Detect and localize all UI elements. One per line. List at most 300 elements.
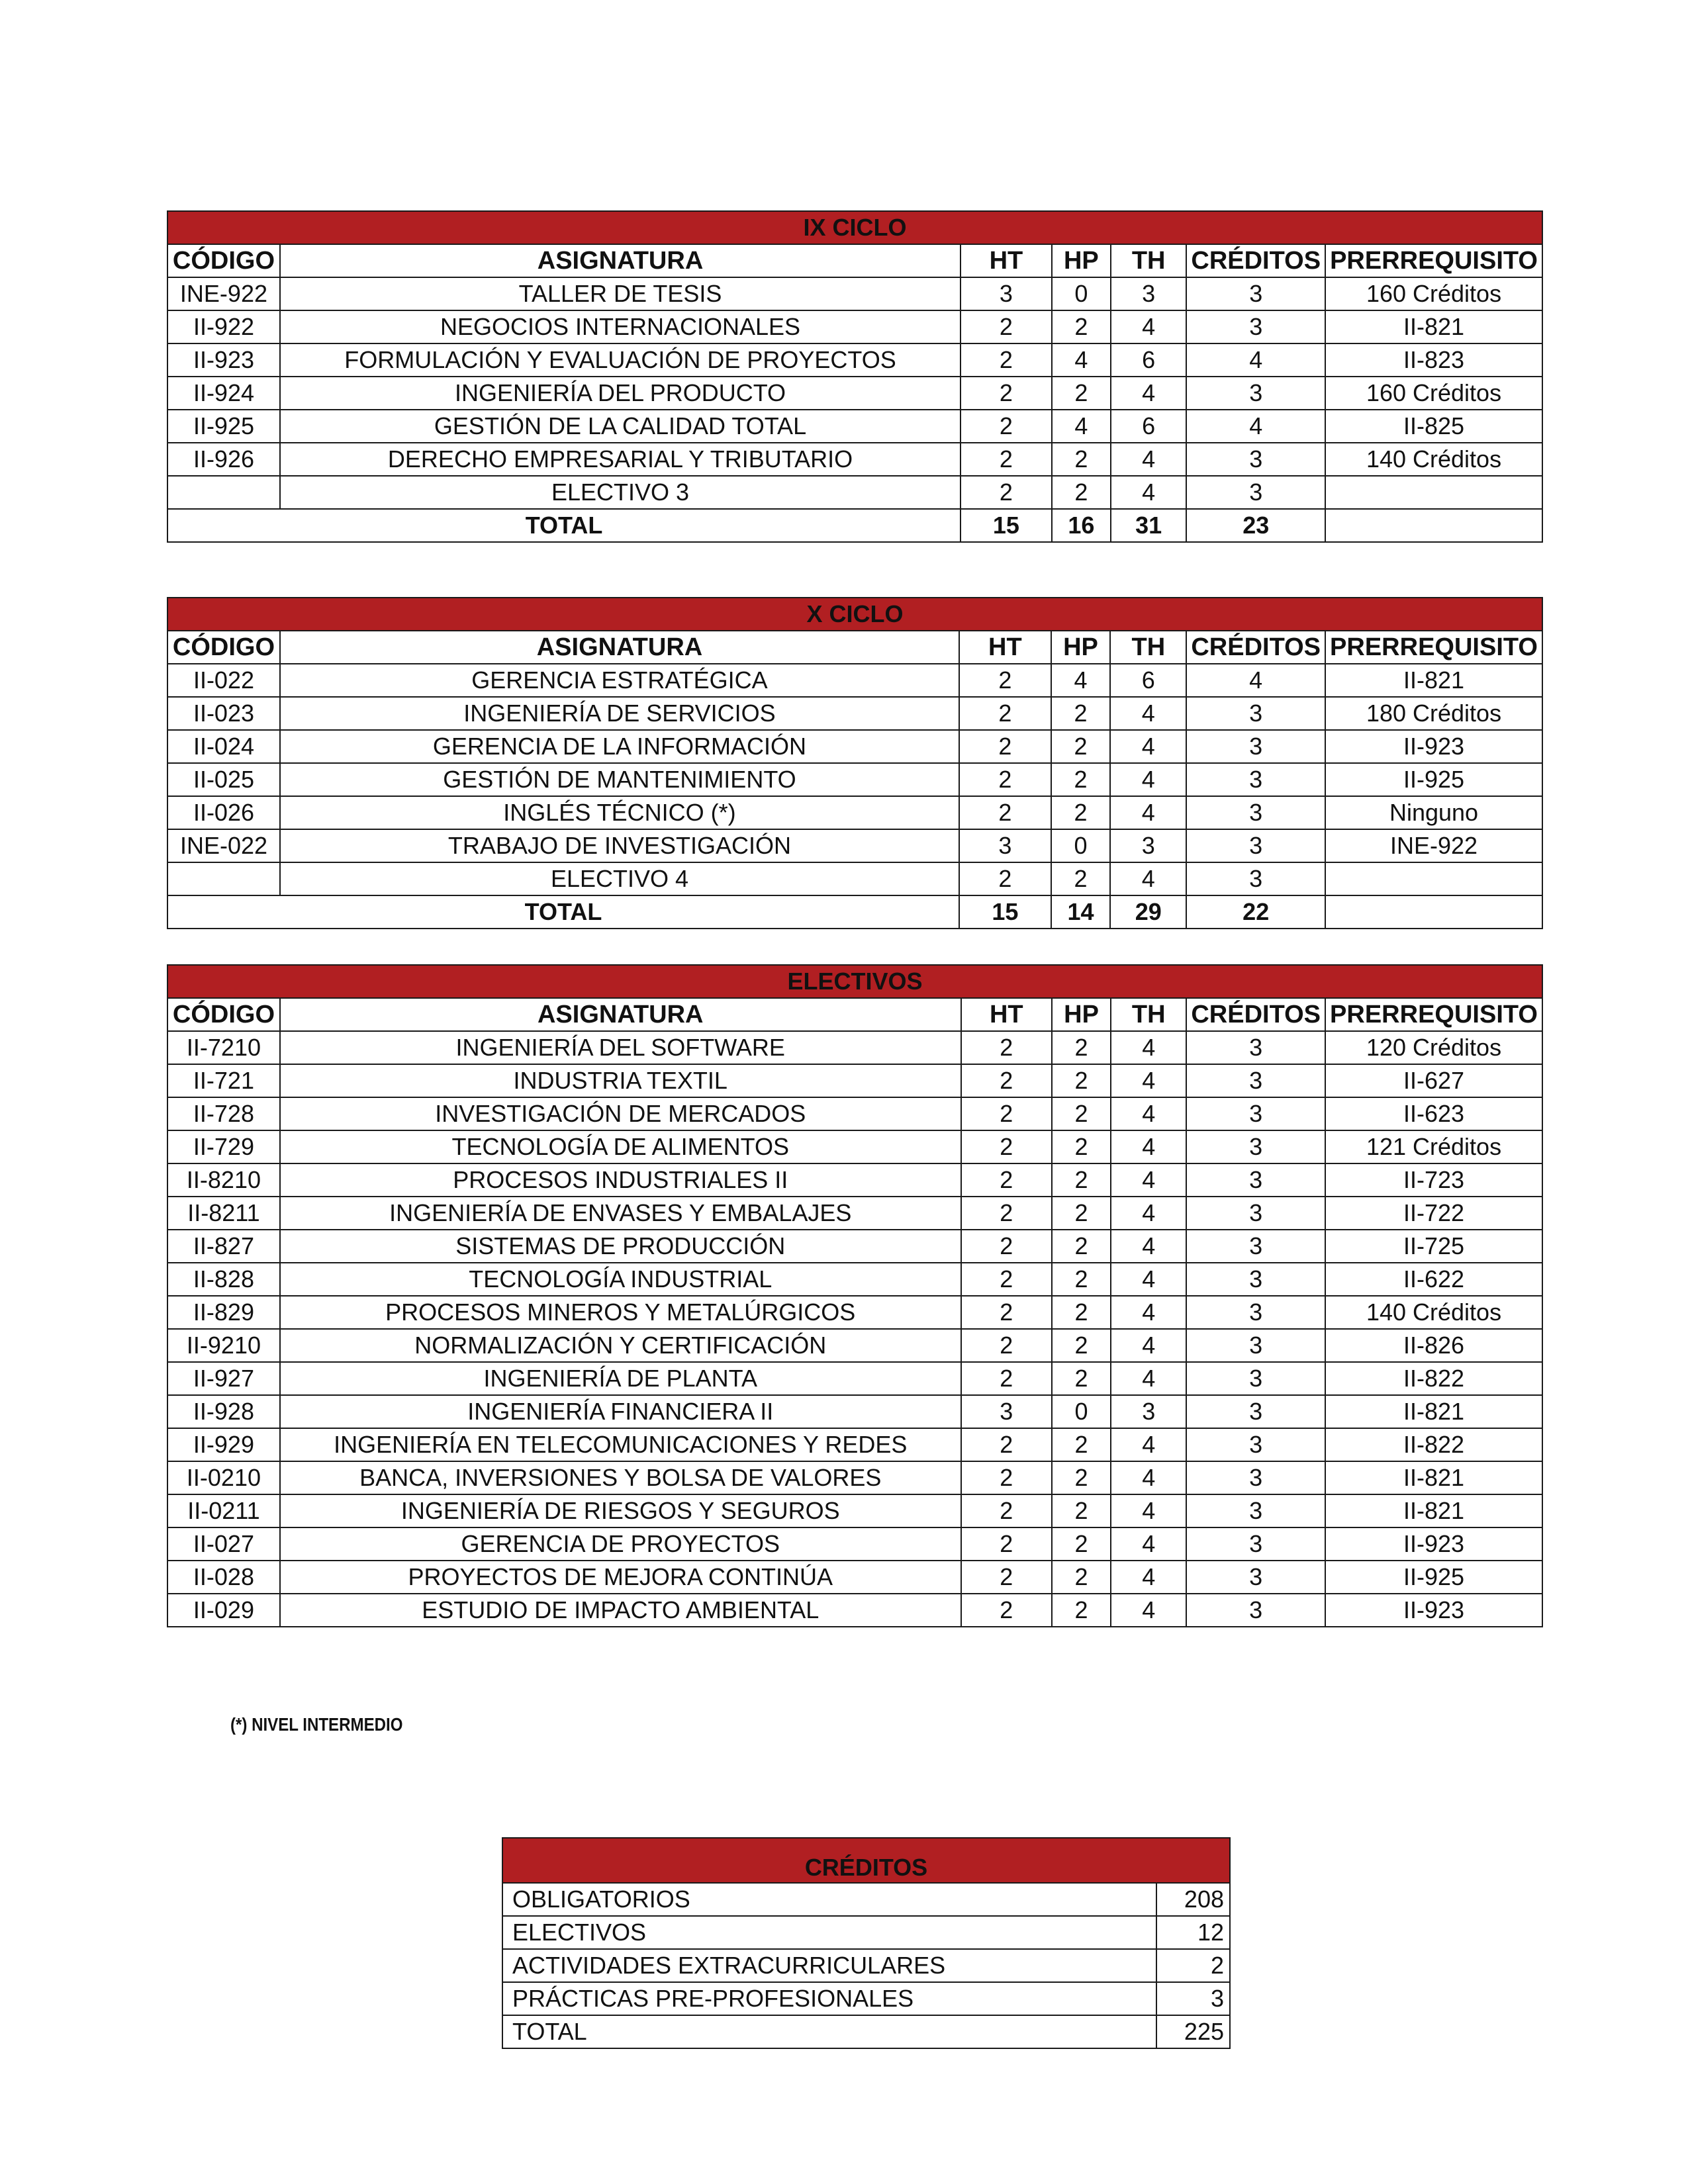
th-cell: 4 bbox=[1111, 1329, 1186, 1362]
hp-cell: 2 bbox=[1052, 1031, 1111, 1064]
creditos-summary-table bbox=[502, 1837, 1231, 2049]
total-label: TOTAL bbox=[167, 509, 961, 542]
prerrequisito-cell bbox=[1325, 476, 1542, 509]
ht-cell: 3 bbox=[961, 1395, 1052, 1428]
table-row bbox=[167, 476, 1542, 509]
codigo-cell: II-927 bbox=[167, 1362, 280, 1395]
th-cell: 4 bbox=[1111, 476, 1186, 509]
table-title: IX CICLO bbox=[167, 211, 1542, 244]
summary-row bbox=[502, 1982, 1230, 2015]
footnote: (*) NIVEL INTERMEDIO bbox=[230, 1714, 403, 1735]
hp-cell: 2 bbox=[1052, 1197, 1111, 1230]
summary-row bbox=[502, 1883, 1230, 1916]
table-row bbox=[167, 1097, 1542, 1130]
codigo-cell: II-027 bbox=[167, 1527, 280, 1561]
table-row bbox=[167, 1594, 1542, 1627]
total-ht: 15 bbox=[959, 895, 1051, 929]
ix-ciclo-table bbox=[167, 210, 1543, 543]
column-header: CÓDIGO bbox=[167, 998, 280, 1031]
total-hp: 14 bbox=[1051, 895, 1111, 929]
hp-cell: 2 bbox=[1051, 730, 1111, 763]
th-cell: 4 bbox=[1110, 697, 1186, 730]
ht-cell: 2 bbox=[961, 1329, 1052, 1362]
table-row bbox=[167, 1395, 1542, 1428]
summary-value: 12 bbox=[1156, 1916, 1230, 1949]
creditos-cell: 3 bbox=[1186, 1064, 1325, 1097]
prerrequisito-cell: II-826 bbox=[1325, 1329, 1542, 1362]
table-row bbox=[167, 277, 1542, 310]
hp-cell: 2 bbox=[1052, 1494, 1111, 1527]
ht-cell: 2 bbox=[961, 1163, 1052, 1197]
empty-cell bbox=[1325, 895, 1542, 929]
codigo-cell: II-923 bbox=[167, 343, 280, 377]
asignatura-cell: GESTIÓN DE MANTENIMIENTO bbox=[280, 763, 959, 796]
creditos-cell: 3 bbox=[1186, 1163, 1325, 1197]
asignatura-cell: INGENIERÍA FINANCIERA II bbox=[280, 1395, 961, 1428]
asignatura-cell: FORMULACIÓN Y EVALUACIÓN DE PROYECTOS bbox=[280, 343, 961, 377]
hp-cell: 2 bbox=[1052, 476, 1111, 509]
th-cell: 3 bbox=[1111, 1395, 1186, 1428]
prerrequisito-cell: 120 Créditos bbox=[1325, 1031, 1542, 1064]
summary-value: 225 bbox=[1156, 2015, 1230, 2048]
column-header: HT bbox=[961, 998, 1052, 1031]
asignatura-cell: INGENIERÍA DE RIESGOS Y SEGUROS bbox=[280, 1494, 961, 1527]
table-row bbox=[167, 664, 1542, 697]
th-cell: 4 bbox=[1111, 1197, 1186, 1230]
table-row bbox=[167, 1263, 1542, 1296]
column-header: ASIGNATURA bbox=[280, 244, 961, 277]
th-cell: 4 bbox=[1110, 730, 1186, 763]
creditos-cell: 3 bbox=[1186, 1230, 1325, 1263]
ht-cell: 2 bbox=[961, 343, 1052, 377]
prerrequisito-cell: 160 Créditos bbox=[1325, 277, 1542, 310]
hp-cell: 2 bbox=[1052, 443, 1111, 476]
hp-cell: 2 bbox=[1052, 1296, 1111, 1329]
prerrequisito-cell: II-725 bbox=[1325, 1230, 1542, 1263]
hp-cell: 2 bbox=[1051, 796, 1111, 829]
prerrequisito-cell: II-825 bbox=[1325, 410, 1542, 443]
codigo-cell: II-029 bbox=[167, 1594, 280, 1627]
th-cell: 6 bbox=[1111, 343, 1186, 377]
asignatura-cell: INDUSTRIA TEXTIL bbox=[280, 1064, 961, 1097]
creditos-cell: 3 bbox=[1186, 1395, 1325, 1428]
ht-cell: 2 bbox=[961, 443, 1052, 476]
codigo-cell: II-924 bbox=[167, 377, 280, 410]
ht-cell: 2 bbox=[961, 476, 1052, 509]
column-header: CRÉDITOS bbox=[1186, 998, 1325, 1031]
table-body bbox=[167, 211, 1542, 542]
table-row bbox=[167, 310, 1542, 343]
table-row bbox=[167, 377, 1542, 410]
th-cell: 4 bbox=[1111, 1064, 1186, 1097]
asignatura-cell: TALLER DE TESIS bbox=[280, 277, 961, 310]
prerrequisito-cell: 140 Créditos bbox=[1325, 443, 1542, 476]
th-cell: 3 bbox=[1110, 829, 1186, 862]
th-cell: 4 bbox=[1110, 862, 1186, 895]
table-row bbox=[167, 796, 1542, 829]
column-header: PRERREQUISITO bbox=[1325, 631, 1542, 664]
table-row bbox=[167, 1130, 1542, 1163]
ht-cell: 2 bbox=[959, 862, 1051, 895]
codigo-cell: II-022 bbox=[167, 664, 280, 697]
table-row bbox=[167, 1064, 1542, 1097]
ht-cell: 2 bbox=[961, 1197, 1052, 1230]
asignatura-cell: ELECTIVO 4 bbox=[280, 862, 959, 895]
creditos-cell: 3 bbox=[1186, 1594, 1325, 1627]
summary-value: 2 bbox=[1156, 1949, 1230, 1982]
th-cell: 4 bbox=[1111, 443, 1186, 476]
hp-cell: 2 bbox=[1052, 1064, 1111, 1097]
th-cell: 4 bbox=[1111, 1130, 1186, 1163]
column-header: HT bbox=[959, 631, 1051, 664]
table-row bbox=[167, 1362, 1542, 1395]
th-cell: 4 bbox=[1111, 1296, 1186, 1329]
codigo-cell: II-828 bbox=[167, 1263, 280, 1296]
hp-cell: 2 bbox=[1052, 1130, 1111, 1163]
prerrequisito-cell: II-821 bbox=[1325, 310, 1542, 343]
ht-cell: 2 bbox=[961, 1064, 1052, 1097]
ht-cell: 2 bbox=[961, 410, 1052, 443]
prerrequisito-cell: II-925 bbox=[1325, 763, 1542, 796]
creditos-cell: 4 bbox=[1186, 664, 1325, 697]
prerrequisito-cell: INE-922 bbox=[1325, 829, 1542, 862]
asignatura-cell: GERENCIA ESTRATÉGICA bbox=[280, 664, 959, 697]
creditos-cell: 3 bbox=[1186, 310, 1325, 343]
th-cell: 4 bbox=[1111, 1561, 1186, 1594]
prerrequisito-cell: II-623 bbox=[1325, 1097, 1542, 1130]
th-cell: 4 bbox=[1111, 1362, 1186, 1395]
total-creditos: 22 bbox=[1186, 895, 1325, 929]
prerrequisito-cell: II-821 bbox=[1325, 1461, 1542, 1494]
total-th: 31 bbox=[1111, 509, 1186, 542]
creditos-cell: 3 bbox=[1186, 377, 1325, 410]
codigo-cell: II-926 bbox=[167, 443, 280, 476]
asignatura-cell: ESTUDIO DE IMPACTO AMBIENTAL bbox=[280, 1594, 961, 1627]
prerrequisito-cell: II-923 bbox=[1325, 1594, 1542, 1627]
creditos-cell: 3 bbox=[1186, 862, 1325, 895]
prerrequisito-cell: 121 Créditos bbox=[1325, 1130, 1542, 1163]
codigo-cell: INE-022 bbox=[167, 829, 280, 862]
column-header: HP bbox=[1052, 244, 1111, 277]
asignatura-cell: GESTIÓN DE LA CALIDAD TOTAL bbox=[280, 410, 961, 443]
codigo-cell: II-028 bbox=[167, 1561, 280, 1594]
ht-cell: 2 bbox=[961, 1561, 1052, 1594]
x-ciclo-table bbox=[167, 597, 1543, 929]
hp-cell: 2 bbox=[1052, 1461, 1111, 1494]
hp-cell: 0 bbox=[1051, 829, 1111, 862]
prerrequisito-cell: II-925 bbox=[1325, 1561, 1542, 1594]
codigo-cell: II-9210 bbox=[167, 1329, 280, 1362]
th-cell: 3 bbox=[1111, 277, 1186, 310]
asignatura-cell: DERECHO EMPRESARIAL Y TRIBUTARIO bbox=[280, 443, 961, 476]
hp-cell: 2 bbox=[1052, 1097, 1111, 1130]
codigo-cell: II-925 bbox=[167, 410, 280, 443]
hp-cell: 2 bbox=[1052, 1561, 1111, 1594]
codigo-cell: II-8211 bbox=[167, 1197, 280, 1230]
creditos-cell: 3 bbox=[1186, 443, 1325, 476]
summary-label: PRÁCTICAS PRE-PROFESIONALES bbox=[502, 1982, 1156, 2015]
codigo-cell: II-928 bbox=[167, 1395, 280, 1428]
summary-row bbox=[502, 1916, 1230, 1949]
summary-value: 208 bbox=[1156, 1883, 1230, 1916]
column-header: ASIGNATURA bbox=[280, 998, 961, 1031]
th-cell: 4 bbox=[1111, 1163, 1186, 1197]
column-header: TH bbox=[1111, 244, 1186, 277]
table-row bbox=[167, 763, 1542, 796]
th-cell: 4 bbox=[1111, 310, 1186, 343]
prerrequisito-cell: Ninguno bbox=[1325, 796, 1542, 829]
total-creditos: 23 bbox=[1186, 509, 1325, 542]
hp-cell: 4 bbox=[1052, 410, 1111, 443]
codigo-cell bbox=[167, 862, 280, 895]
creditos-cell: 3 bbox=[1186, 1197, 1325, 1230]
table-row bbox=[167, 1428, 1542, 1461]
table-row bbox=[167, 1163, 1542, 1197]
asignatura-cell: INGLÉS TÉCNICO (*) bbox=[280, 796, 959, 829]
hp-cell: 2 bbox=[1051, 763, 1111, 796]
summary-label: OBLIGATORIOS bbox=[502, 1883, 1156, 1916]
prerrequisito-cell: II-821 bbox=[1325, 1494, 1542, 1527]
column-header: HT bbox=[961, 244, 1052, 277]
th-cell: 4 bbox=[1111, 1594, 1186, 1627]
hp-cell: 2 bbox=[1052, 310, 1111, 343]
creditos-cell: 3 bbox=[1186, 1031, 1325, 1064]
table-row bbox=[167, 1461, 1542, 1494]
table-row bbox=[167, 1561, 1542, 1594]
table-row bbox=[167, 343, 1542, 377]
prerrequisito-cell: II-822 bbox=[1325, 1428, 1542, 1461]
hp-cell: 2 bbox=[1051, 697, 1111, 730]
creditos-cell: 3 bbox=[1186, 763, 1325, 796]
prerrequisito-cell: II-722 bbox=[1325, 1197, 1542, 1230]
codigo-cell: II-829 bbox=[167, 1296, 280, 1329]
creditos-cell: 3 bbox=[1186, 796, 1325, 829]
creditos-cell: 3 bbox=[1186, 1527, 1325, 1561]
codigo-cell: II-8210 bbox=[167, 1163, 280, 1197]
table-title: X CICLO bbox=[167, 598, 1542, 631]
column-header: CRÉDITOS bbox=[1186, 631, 1325, 664]
codigo-cell: II-023 bbox=[167, 697, 280, 730]
prerrequisito-cell: 180 Créditos bbox=[1325, 697, 1542, 730]
ht-cell: 2 bbox=[961, 1263, 1052, 1296]
ht-cell: 2 bbox=[961, 377, 1052, 410]
table-row bbox=[167, 730, 1542, 763]
asignatura-cell: INVESTIGACIÓN DE MERCADOS bbox=[280, 1097, 961, 1130]
table-row bbox=[167, 862, 1542, 895]
th-cell: 6 bbox=[1110, 664, 1186, 697]
prerrequisito-cell: II-822 bbox=[1325, 1362, 1542, 1395]
table-row bbox=[167, 410, 1542, 443]
th-cell: 4 bbox=[1110, 796, 1186, 829]
asignatura-cell: NEGOCIOS INTERNACIONALES bbox=[280, 310, 961, 343]
codigo-cell: II-922 bbox=[167, 310, 280, 343]
column-header: HP bbox=[1052, 998, 1111, 1031]
ht-cell: 2 bbox=[961, 1461, 1052, 1494]
column-header: CÓDIGO bbox=[167, 244, 280, 277]
th-cell: 6 bbox=[1111, 410, 1186, 443]
th-cell: 4 bbox=[1111, 1428, 1186, 1461]
table-row bbox=[167, 1296, 1542, 1329]
prerrequisito-cell: II-627 bbox=[1325, 1064, 1542, 1097]
total-label: TOTAL bbox=[167, 895, 959, 929]
ht-cell: 2 bbox=[961, 1097, 1052, 1130]
asignatura-cell: INGENIERÍA DEL PRODUCTO bbox=[280, 377, 961, 410]
summary-label: ELECTIVOS bbox=[502, 1916, 1156, 1949]
asignatura-cell: ELECTIVO 3 bbox=[280, 476, 961, 509]
table-row bbox=[167, 1329, 1542, 1362]
prerrequisito-cell: II-821 bbox=[1325, 1395, 1542, 1428]
codigo-cell: II-026 bbox=[167, 796, 280, 829]
asignatura-cell: PROYECTOS DE MEJORA CONTINÚA bbox=[280, 1561, 961, 1594]
th-cell: 4 bbox=[1111, 1263, 1186, 1296]
column-header: TH bbox=[1111, 998, 1186, 1031]
codigo-cell: INE-922 bbox=[167, 277, 280, 310]
column-header: TH bbox=[1110, 631, 1186, 664]
hp-cell: 2 bbox=[1052, 377, 1111, 410]
table-row bbox=[167, 1494, 1542, 1527]
prerrequisito-cell: 160 Créditos bbox=[1325, 377, 1542, 410]
creditos-cell: 3 bbox=[1186, 277, 1325, 310]
empty-cell bbox=[1325, 509, 1542, 542]
th-cell: 4 bbox=[1111, 1097, 1186, 1130]
summary-label: TOTAL bbox=[502, 2015, 1156, 2048]
table-title: ELECTIVOS bbox=[167, 965, 1542, 998]
ht-cell: 2 bbox=[961, 310, 1052, 343]
codigo-cell: II-929 bbox=[167, 1428, 280, 1461]
th-cell: 4 bbox=[1111, 1031, 1186, 1064]
electivos-table bbox=[167, 964, 1543, 1627]
asignatura-cell: TECNOLOGÍA INDUSTRIAL bbox=[280, 1263, 961, 1296]
creditos-cell: 4 bbox=[1186, 410, 1325, 443]
summary-row bbox=[502, 1949, 1230, 1982]
hp-cell: 4 bbox=[1052, 343, 1111, 377]
table-body bbox=[167, 598, 1542, 929]
asignatura-cell: SISTEMAS DE PRODUCCIÓN bbox=[280, 1230, 961, 1263]
asignatura-cell: INGENIERÍA DEL SOFTWARE bbox=[280, 1031, 961, 1064]
th-cell: 4 bbox=[1111, 1494, 1186, 1527]
prerrequisito-cell: II-923 bbox=[1325, 1527, 1542, 1561]
prerrequisito-cell bbox=[1325, 862, 1542, 895]
hp-cell: 2 bbox=[1052, 1362, 1111, 1395]
creditos-cell: 3 bbox=[1186, 1296, 1325, 1329]
codigo-cell: II-827 bbox=[167, 1230, 280, 1263]
column-header: CRÉDITOS bbox=[1186, 244, 1325, 277]
asignatura-cell: PROCESOS MINEROS Y METALÚRGICOS bbox=[280, 1296, 961, 1329]
ht-cell: 3 bbox=[959, 829, 1051, 862]
asignatura-cell: BANCA, INVERSIONES Y BOLSA DE VALORES bbox=[280, 1461, 961, 1494]
th-cell: 4 bbox=[1111, 1230, 1186, 1263]
table-body bbox=[502, 1838, 1230, 2048]
creditos-cell: 3 bbox=[1186, 1329, 1325, 1362]
asignatura-cell: TRABAJO DE INVESTIGACIÓN bbox=[280, 829, 959, 862]
hp-cell: 2 bbox=[1052, 1163, 1111, 1197]
codigo-cell: II-728 bbox=[167, 1097, 280, 1130]
summary-label: ACTIVIDADES EXTRACURRICULARES bbox=[502, 1949, 1156, 1982]
column-header: PRERREQUISITO bbox=[1325, 998, 1542, 1031]
total-th: 29 bbox=[1110, 895, 1186, 929]
hp-cell: 2 bbox=[1052, 1230, 1111, 1263]
codigo-cell: II-721 bbox=[167, 1064, 280, 1097]
ht-cell: 2 bbox=[959, 796, 1051, 829]
column-header: HP bbox=[1051, 631, 1111, 664]
hp-cell: 4 bbox=[1051, 664, 1111, 697]
total-ht: 15 bbox=[961, 509, 1052, 542]
ht-cell: 2 bbox=[961, 1362, 1052, 1395]
ht-cell: 2 bbox=[961, 1594, 1052, 1627]
hp-cell: 2 bbox=[1052, 1428, 1111, 1461]
total-hp: 16 bbox=[1052, 509, 1111, 542]
codigo-cell: II-025 bbox=[167, 763, 280, 796]
creditos-cell: 3 bbox=[1186, 1362, 1325, 1395]
column-header: ASIGNATURA bbox=[280, 631, 959, 664]
creditos-cell: 3 bbox=[1186, 829, 1325, 862]
ht-cell: 2 bbox=[961, 1428, 1052, 1461]
hp-cell: 2 bbox=[1051, 862, 1111, 895]
codigo-cell: II-0211 bbox=[167, 1494, 280, 1527]
creditos-cell: 3 bbox=[1186, 1428, 1325, 1461]
asignatura-cell: PROCESOS INDUSTRIALES II bbox=[280, 1163, 961, 1197]
creditos-cell: 4 bbox=[1186, 343, 1325, 377]
creditos-cell: 3 bbox=[1186, 1263, 1325, 1296]
prerrequisito-cell: II-723 bbox=[1325, 1163, 1542, 1197]
creditos-cell: 3 bbox=[1186, 1130, 1325, 1163]
total-row bbox=[167, 895, 1542, 929]
header-row bbox=[167, 244, 1542, 277]
creditos-cell: 3 bbox=[1186, 697, 1325, 730]
creditos-cell: 3 bbox=[1186, 730, 1325, 763]
ht-cell: 2 bbox=[959, 697, 1051, 730]
table-row bbox=[167, 443, 1542, 476]
prerrequisito-cell: 140 Créditos bbox=[1325, 1296, 1542, 1329]
creditos-cell: 3 bbox=[1186, 1097, 1325, 1130]
ht-cell: 2 bbox=[961, 1527, 1052, 1561]
creditos-cell: 3 bbox=[1186, 476, 1325, 509]
codigo-cell bbox=[167, 476, 280, 509]
th-cell: 4 bbox=[1111, 377, 1186, 410]
prerrequisito-cell: II-622 bbox=[1325, 1263, 1542, 1296]
hp-cell: 2 bbox=[1052, 1329, 1111, 1362]
codigo-cell: II-024 bbox=[167, 730, 280, 763]
column-header: PRERREQUISITO bbox=[1325, 244, 1542, 277]
ht-cell: 3 bbox=[961, 277, 1052, 310]
ht-cell: 2 bbox=[961, 1130, 1052, 1163]
table-title: CRÉDITOS bbox=[502, 1838, 1230, 1883]
asignatura-cell: GERENCIA DE LA INFORMACIÓN bbox=[280, 730, 959, 763]
asignatura-cell: INGENIERÍA DE ENVASES Y EMBALAJES bbox=[280, 1197, 961, 1230]
hp-cell: 2 bbox=[1052, 1594, 1111, 1627]
creditos-cell: 3 bbox=[1186, 1461, 1325, 1494]
header-row bbox=[167, 998, 1542, 1031]
hp-cell: 0 bbox=[1052, 277, 1111, 310]
column-header: CÓDIGO bbox=[167, 631, 280, 664]
header-row bbox=[167, 631, 1542, 664]
th-cell: 4 bbox=[1110, 763, 1186, 796]
ht-cell: 2 bbox=[959, 730, 1051, 763]
ht-cell: 2 bbox=[961, 1230, 1052, 1263]
table-row bbox=[167, 697, 1542, 730]
table-row bbox=[167, 1230, 1542, 1263]
codigo-cell: II-729 bbox=[167, 1130, 280, 1163]
prerrequisito-cell: II-821 bbox=[1325, 664, 1542, 697]
ht-cell: 2 bbox=[961, 1494, 1052, 1527]
asignatura-cell: GERENCIA DE PROYECTOS bbox=[280, 1527, 961, 1561]
table-row bbox=[167, 1197, 1542, 1230]
prerrequisito-cell: II-923 bbox=[1325, 730, 1542, 763]
table-body bbox=[167, 965, 1542, 1627]
summary-row bbox=[502, 2015, 1230, 2048]
asignatura-cell: NORMALIZACIÓN Y CERTIFICACIÓN bbox=[280, 1329, 961, 1362]
th-cell: 4 bbox=[1111, 1527, 1186, 1561]
